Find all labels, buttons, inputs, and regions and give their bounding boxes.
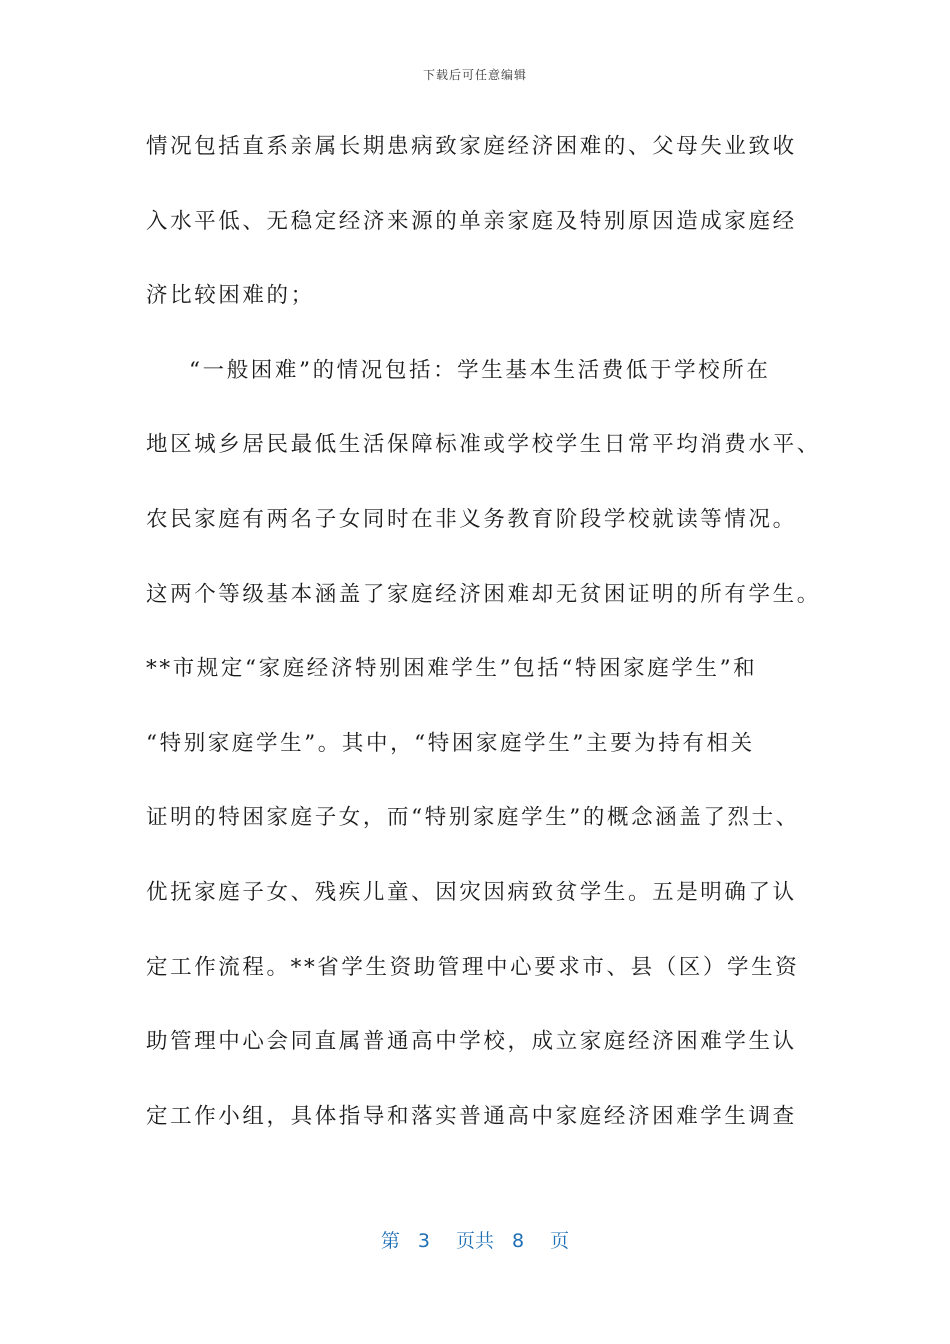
footer-middle: 页共: [455, 1230, 494, 1252]
body-line: 定工作流程。**省学生资助管理中心要求市、县（区）学生资: [146, 954, 800, 980]
body-line: 农民家庭有两名子女同时在非义务教育阶段学校就读等情况。: [146, 506, 797, 532]
body-line-paragraph-start: “一般困难”的情况包括：学生基本生活费低于学校所在: [189, 357, 771, 383]
body-line: “特别家庭学生”。其中，“特困家庭学生”主要为持有相关: [146, 730, 755, 756]
footer-suffix: 页: [550, 1230, 570, 1252]
footer-current-page: 3: [417, 1230, 430, 1252]
body-line: **市规定“家庭经济特别困难学生”包括“特困家庭学生”和: [146, 656, 758, 682]
body-line: 优抚家庭子女、残疾儿童、因灾因病致贫学生。五是明确了认: [146, 879, 797, 905]
body-line: 入水平低、无稳定经济来源的单亲家庭及特别原因造成家庭经: [146, 208, 797, 234]
footer-total-pages: 8: [512, 1230, 525, 1252]
body-line: 济比较困难的；: [146, 283, 315, 309]
document-body: [146, 122, 826, 1166]
page-footer: [0, 1226, 950, 1253]
body-line: 情况包括直系亲属长期患病致家庭经济困难的、父母失业致收: [146, 134, 797, 159]
body-line: 这两个等级基本涵盖了家庭经济困难却无贫困证明的所有学生。: [146, 581, 821, 607]
page-header-note: 下载后可任意编辑: [422, 68, 527, 82]
footer-prefix: 第: [380, 1230, 400, 1252]
body-line: 定工作小组，具体指导和落实普通高中家庭经济困难学生调查: [146, 1103, 797, 1129]
body-line: 地区城乡居民最低生活保障标准或学校学生日常平均消费水平、: [146, 432, 821, 458]
body-line: 证明的特困家庭子女，而“特别家庭学生”的概念涵盖了烈士、: [146, 805, 800, 831]
body-line: 助管理中心会同直属普通高中学校，成立家庭经济困难学生认: [146, 1029, 797, 1055]
